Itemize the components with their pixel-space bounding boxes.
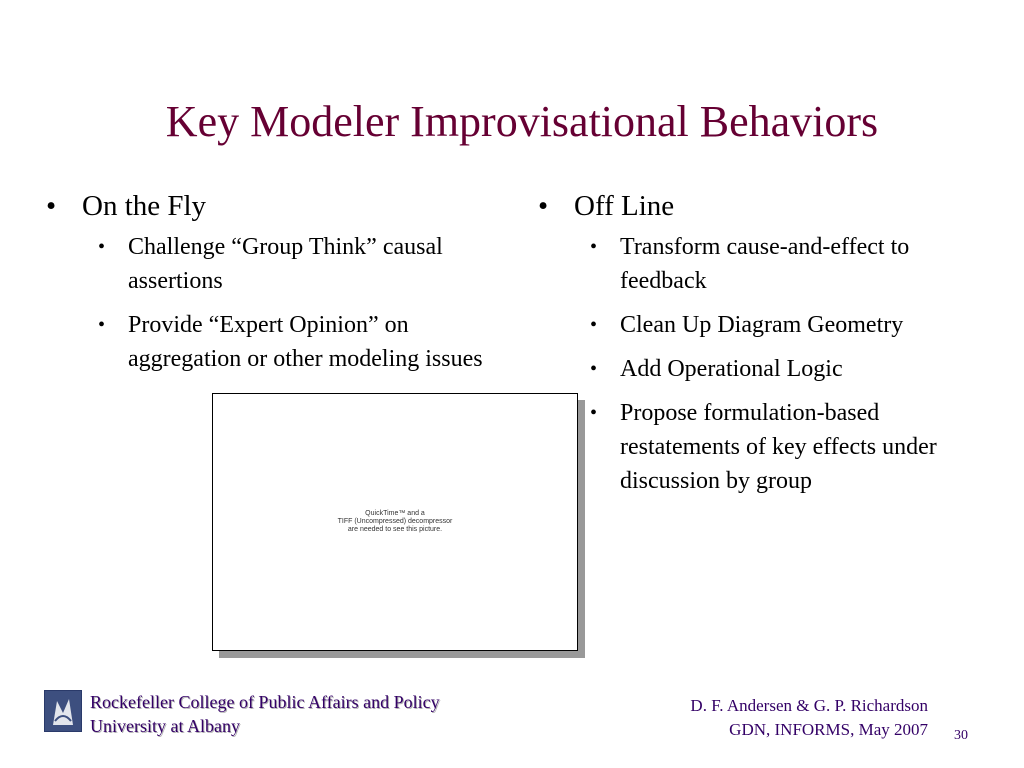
placeholder-line: QuickTime™ and a [365, 510, 425, 517]
placeholder-line: are needed to see this picture. [347, 526, 443, 533]
right-subitem [584, 396, 978, 498]
right-column [538, 186, 978, 508]
bullet-icon: • [98, 314, 106, 336]
right-heading-item [538, 186, 978, 226]
right-subitem [584, 352, 978, 386]
institution-line: University at Albany [90, 716, 240, 736]
left-subitem-text: Challenge “Group Think” causal assertions [128, 234, 443, 294]
right-subitem-text: Clean Up Diagram Geometry [620, 312, 904, 338]
left-heading: On the Fly [82, 190, 207, 222]
bullet-icon: • [538, 190, 549, 222]
right-subitem-text: Propose formulation-based restatements of key effects under discussion by group [620, 400, 937, 494]
right-subitem [584, 230, 978, 298]
bullet-icon: • [590, 402, 598, 424]
right-subitem-text: Transform cause-and-effect to feedback [620, 234, 910, 294]
right-heading: Off Line [574, 190, 675, 222]
bullet-icon: • [590, 236, 598, 258]
bullet-icon: • [98, 236, 106, 258]
right-subitem-text: Add Operational Logic [620, 356, 843, 382]
slide-title: Key Modeler Improvisational Behaviors [165, 97, 879, 146]
page-number: 30 [954, 728, 968, 743]
authors: D. F. Andersen & G. P. Richardson [690, 696, 928, 715]
left-subitem [92, 230, 486, 298]
bullet-icon: • [590, 314, 598, 336]
bullet-icon: • [46, 190, 57, 222]
venue: GDN, INFORMS, May 2007 [729, 720, 928, 739]
missing-picture-placeholder [212, 393, 578, 651]
placeholder-message [213, 510, 577, 534]
left-column [46, 186, 486, 386]
university-seal-icon [44, 690, 82, 732]
placeholder-line: TIFF (Uncompressed) decompressor [337, 518, 453, 525]
left-heading-item [46, 186, 486, 226]
institution-name [90, 690, 440, 738]
bullet-icon: • [590, 358, 598, 380]
right-subitem [584, 308, 978, 342]
left-subitem-text: Provide “Expert Opinion” on aggregation or other modeling issues [128, 312, 483, 372]
institution-line: Rockefeller College of Public Affairs and Policy [90, 692, 440, 712]
left-subitem [92, 308, 486, 376]
author-credit [690, 694, 928, 742]
